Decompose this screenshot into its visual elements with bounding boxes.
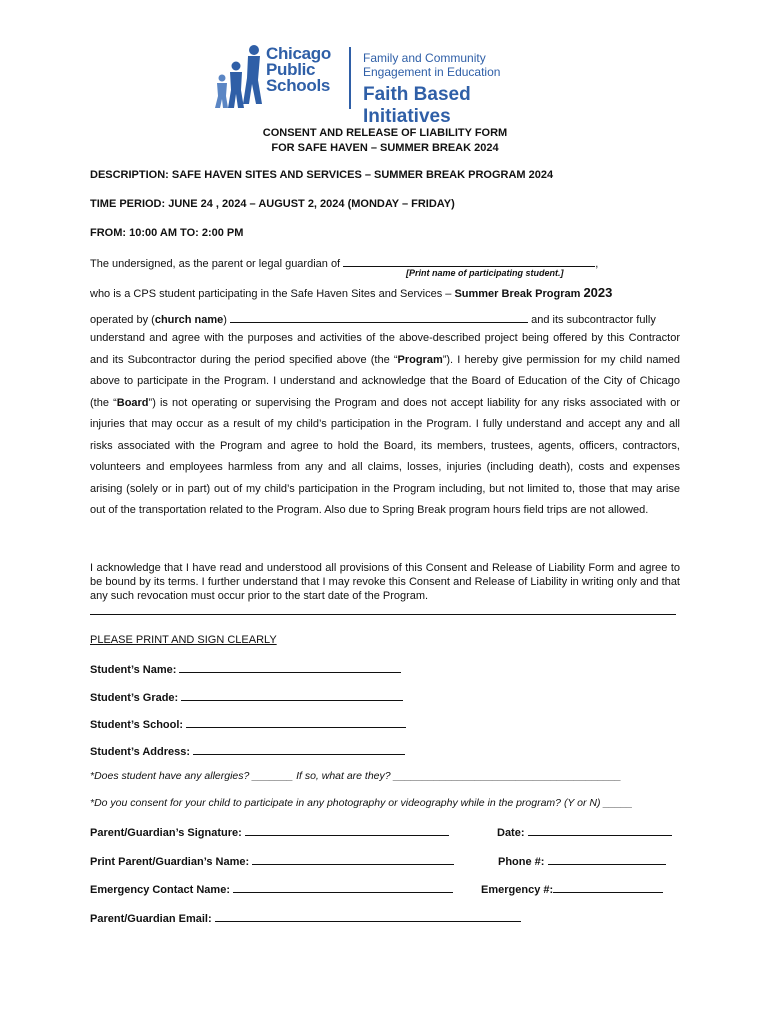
phone-label: Phone #: — [498, 856, 545, 868]
emergency-number-label: Emergency #: — [481, 884, 554, 896]
student-grade-field[interactable] — [181, 689, 403, 701]
dept-line1: Family and Community — [363, 51, 486, 65]
dept-title: Faith Based Initiatives — [363, 84, 471, 127]
date-field[interactable] — [528, 824, 672, 836]
date-label: Date: — [497, 827, 525, 839]
program-year: 2023 — [583, 285, 613, 300]
acknowledgment-paragraph: I acknowledge that I have read and understood all provisions of this Consent and Release of Liability Form and agree to be bound by its terms. I further understand that I may revoke this Consent and Release of Liability in writing only and that any such revocation must occur prior to the start date of the Program. — [90, 562, 680, 602]
cps-wordmark — [266, 46, 331, 94]
guardian-email-label: Parent/Guardian Email: — [90, 913, 212, 925]
date-row — [497, 824, 672, 840]
student-school-label: Student’s School: — [90, 719, 184, 731]
consent-text-b: ”). I hereby give permission for my child named above to participate in the Program. I understand and acknowledge that the Board of Education of the City of Chicago (the “ — [90, 353, 680, 409]
undersigned-row: The undersigned, as the parent or legal guardian of , — [90, 255, 598, 271]
student-address-row — [90, 743, 405, 759]
print-sign-heading: PLEASE PRINT AND SIGN CLEARLY — [90, 634, 277, 646]
church-name-field[interactable] — [230, 311, 528, 323]
paragraph-intro — [90, 286, 690, 301]
dept-line2: Engagement in Education — [363, 65, 501, 79]
consent-paragraph — [90, 328, 680, 522]
form-title-line1: CONSENT AND RELEASE OF LIABILITY FORM — [262, 127, 508, 139]
board-term: Board — [116, 396, 149, 409]
guardian-print-name-field[interactable] — [252, 853, 454, 865]
consent-text-a: understand and agree with the purposes and activities of the above-described project being offered by this Contractor and its Subcontractor during the period specified above (the “ — [90, 332, 680, 366]
cps-wordmark-line2: Public — [266, 60, 316, 79]
guardian-signature-row — [90, 824, 449, 840]
operated-by-text: operated by ( — [90, 314, 155, 326]
cps-logo — [214, 44, 559, 127]
from-to-hours: FROM: 10:00 AM TO: 2:00 PM — [90, 227, 244, 239]
student-grade-row — [90, 689, 403, 705]
operated-by-row — [90, 311, 680, 327]
time-period: TIME PERIOD: JUNE 24 , 2024 – AUGUST 2, 2024 (MONDAY – FRIDAY) — [90, 198, 455, 210]
operated-by-close: ) — [223, 314, 227, 326]
form-title-line2: FOR SAFE HAVEN – SUMMER BREAK 2024 — [271, 142, 499, 154]
guardian-email-field[interactable] — [215, 910, 521, 922]
emergency-contact-field[interactable] — [233, 881, 453, 893]
cps-wordmark-line3: Schools — [266, 76, 331, 95]
student-name-row — [90, 661, 401, 677]
emergency-contact-row — [90, 881, 453, 897]
phone-row — [498, 853, 666, 869]
student-address-field[interactable] — [193, 743, 405, 755]
photo-consent-question[interactable]: *Do you consent for your child to participate in any photography or videography while in the program? (Y or N) _____ — [90, 797, 633, 809]
paragraph-intro-text: who is a CPS student participating in the Safe Haven Sites and Services – — [90, 288, 452, 300]
student-name-label: Student’s Name: — [90, 664, 177, 676]
allergies-question[interactable]: *Does student have any allergies? _______ If so, what are they? _______________________________________ — [90, 770, 622, 782]
summer-break-program: Summer Break Program — [454, 288, 581, 300]
church-name-label: church name — [154, 314, 224, 326]
guardian-signature-label: Parent/Guardian’s Signature: — [90, 827, 242, 839]
student-school-row — [90, 716, 406, 732]
emergency-number-field[interactable] — [553, 881, 663, 893]
undersigned-text: The undersigned, as the parent or legal guardian of — [90, 258, 341, 270]
subcontractor-text: and its subcontractor fully — [531, 314, 656, 326]
separator-line — [90, 614, 676, 615]
phone-field[interactable] — [548, 853, 666, 865]
guardian-print-name-label: Print Parent/Guardian’s Name: — [90, 856, 250, 868]
cps-figures-icon — [214, 44, 266, 110]
student-address-label: Student’s Address: — [90, 746, 191, 758]
student-name-field[interactable] — [179, 661, 401, 673]
emergency-contact-label: Emergency Contact Name: — [90, 884, 230, 896]
guardian-print-name-row — [90, 853, 454, 869]
consent-text-c: ”) is not operating or supervising the Program and does not accept liability for any risks associated with or injuries that may occur as a result of my child’s participation in the Program. I fully understand and accept any and all risks associated with the Program and agree to hold the Board, its members, trustees, agents, officers, contractors, volunteers and employees harmless from any and all claims, losses, injuries (including death), costs and expenses arising (solely or in part) out of my child’s participation in the Program including, but not limited to, those that may arise out of the transportation related to the Program. Also due to Spring Break program hours field trips are not allowed. — [90, 396, 681, 516]
cps-wordmark-line1: Chicago — [266, 44, 331, 63]
logo-divider — [349, 47, 351, 109]
program-term: Program — [397, 353, 443, 366]
program-description: DESCRIPTION: SAFE HAVEN SITES AND SERVICES – SUMMER BREAK PROGRAM 2024 — [90, 169, 554, 181]
print-name-hint: [Print name of participating student.] — [406, 268, 564, 278]
student-print-name-field[interactable] — [343, 255, 595, 267]
guardian-email-row — [90, 910, 521, 926]
emergency-number-row — [481, 881, 663, 897]
guardian-signature-field[interactable] — [245, 824, 449, 836]
student-grade-label: Student’s Grade: — [90, 692, 179, 704]
student-school-field[interactable] — [186, 716, 406, 728]
